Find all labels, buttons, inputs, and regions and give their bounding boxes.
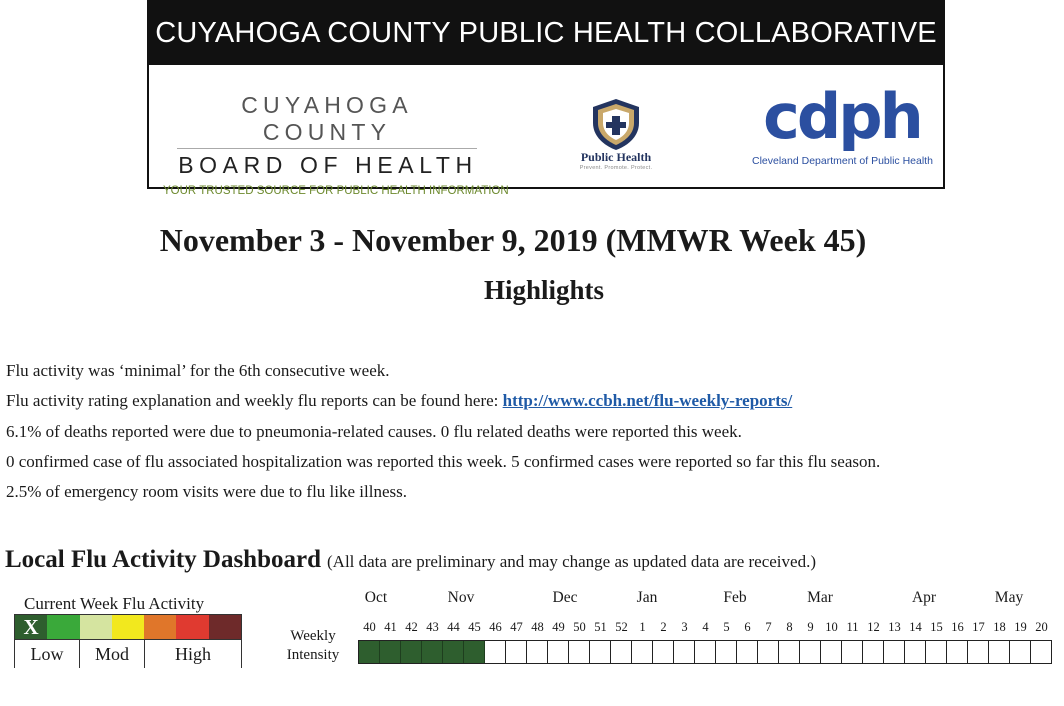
flu-reports-link[interactable]: http://www.ccbh.net/flu-weekly-reports/: [502, 391, 793, 411]
week-cell-filled: [464, 641, 485, 663]
weekly-intensity-label: [282, 627, 344, 665]
week-number: 45: [468, 620, 481, 634]
week-cell: [926, 641, 947, 663]
week-cell: [800, 641, 821, 663]
week-cell: [569, 641, 590, 663]
month-label: Dec: [552, 589, 578, 606]
week-cell: [695, 641, 716, 663]
highlights-heading: Highlights: [483, 275, 605, 305]
week-number: 44: [447, 620, 460, 634]
legend-swatch: [80, 615, 112, 639]
week-cell: [506, 641, 527, 663]
week-number: 40: [363, 620, 376, 634]
week-number: 2: [660, 620, 667, 634]
highlight-item: 6.1% of deaths reported were due to pneumonia-related causes. 0 flu related deaths were reported this week.: [6, 421, 742, 441]
week-cell: [989, 641, 1010, 663]
legend-swatch: [15, 615, 47, 639]
highlight-item: 0 confirmed case of flu associated hospitalization was reported this week. 5 confirmed cases were reported so far this flu season.: [6, 451, 881, 471]
month-labels: [0, 589, 1064, 609]
week-cell: [632, 641, 653, 663]
week-number: 18: [993, 620, 1006, 634]
week-number: 17: [972, 620, 985, 634]
week-cell: [611, 641, 632, 663]
cdph-logo: [752, 80, 933, 167]
activity-legend-labels: [14, 640, 242, 668]
week-number: 9: [807, 620, 814, 634]
legend-swatch: [47, 615, 79, 639]
week-number: 51: [594, 620, 607, 634]
weekly-intensity-label-line2: Intensity: [286, 647, 340, 663]
shield-icon: [589, 97, 643, 151]
legend-swatch: [209, 615, 241, 639]
week-number-labels: [359, 620, 1052, 635]
week-cell: [737, 641, 758, 663]
ccbh-logo-tagline: YOUR TRUSTED SOURCE FOR PUBLIC HEALTH INFORMATION: [163, 185, 509, 197]
week-number: 42: [405, 620, 418, 634]
legend-swatch: [144, 615, 176, 639]
activity-legend-bar: [14, 614, 242, 640]
highlight-item: [6, 386, 880, 416]
week-cell: [863, 641, 884, 663]
legend-mod-label: Mod: [79, 640, 144, 668]
week-cell: [1031, 641, 1051, 663]
weekly-intensity-label-line1: Weekly: [290, 628, 336, 644]
week-cell: [968, 641, 989, 663]
week-number: 14: [909, 620, 922, 634]
week-cell: [716, 641, 737, 663]
week-cell-filled: [380, 641, 401, 663]
public-health-logo-name: Public Health: [580, 150, 652, 164]
week-number: 4: [702, 620, 709, 634]
ccbh-logo-line1: CUYAHOGA COUNTY: [177, 92, 477, 149]
week-number: 3: [681, 620, 688, 634]
week-number: 52: [615, 620, 628, 634]
week-number: 5: [723, 620, 730, 634]
report-date-heading: November 3 - November 9, 2019 (MMWR Week 45): [159, 222, 867, 258]
legend-high-label: High: [144, 640, 242, 668]
week-number: 16: [951, 620, 964, 634]
week-number: 46: [489, 620, 502, 634]
week-number: 41: [384, 620, 397, 634]
week-cell-filled: [422, 641, 443, 663]
ccbh-logo-line2: BOARD OF HEALTH: [178, 152, 478, 178]
month-label: May: [994, 589, 1024, 606]
legend-swatch: [112, 615, 144, 639]
week-number: 49: [552, 620, 565, 634]
month-label: Mar: [807, 589, 833, 606]
week-cell: [1010, 641, 1031, 663]
legend-low-label: Low: [14, 640, 79, 668]
highlight-item: 2.5% of emergency room visits were due to flu like illness.: [6, 482, 407, 502]
month-label: Nov: [447, 589, 475, 606]
week-number: 11: [846, 620, 859, 634]
cdph-logo-subtitle: Cleveland Department of Public Health: [752, 155, 933, 167]
week-cell: [653, 641, 674, 663]
highlight-item: Flu activity was ‘minimal’ for the 6th consecutive week.: [6, 361, 390, 380]
week-cell: [842, 641, 863, 663]
ccbh-logo: [163, 92, 509, 197]
legend-swatch: [176, 615, 208, 639]
week-number: 20: [1035, 620, 1048, 634]
week-cell-filled: [401, 641, 422, 663]
month-label: Feb: [723, 589, 747, 606]
week-cell: [527, 641, 548, 663]
week-number: 43: [426, 620, 439, 634]
banner-title: CUYAHOGA COUNTY PUBLIC HEALTH COLLABORATIVE: [149, 2, 943, 65]
week-number: 48: [531, 620, 544, 634]
week-number: 50: [573, 620, 586, 634]
week-cell-filled: [443, 641, 464, 663]
cdph-logo-word: cdph: [763, 80, 921, 153]
week-cell: [779, 641, 800, 663]
current-activity-mark: X: [23, 615, 39, 639]
activity-legend: [14, 614, 242, 668]
week-cell: [548, 641, 569, 663]
week-number: 12: [867, 620, 880, 634]
highlights-list: [6, 356, 880, 507]
week-number: 10: [825, 620, 838, 634]
weekly-intensity-grid: [358, 640, 1052, 664]
month-label: Jan: [636, 589, 658, 606]
highlight-item-text: Flu activity rating explanation and weekly flu reports can be found here:: [6, 391, 503, 411]
month-label: Oct: [364, 589, 388, 606]
week-number: 19: [1014, 620, 1027, 634]
week-number: 47: [510, 620, 523, 634]
week-cell: [590, 641, 611, 663]
month-label: Apr: [911, 589, 937, 606]
week-number: 6: [744, 620, 751, 634]
week-number: 1: [639, 620, 646, 634]
week-cell: [674, 641, 695, 663]
dashboard-heading: [5, 546, 816, 574]
week-cell: [884, 641, 905, 663]
week-cell: [485, 641, 506, 663]
dashboard-title: Local Flu Activity Dashboard: [5, 546, 321, 573]
week-cell-filled: [359, 641, 380, 663]
public-health-logo-tagline: Prevent. Promote. Protect.: [579, 165, 653, 171]
dashboard-note: (All data are preliminary and may change as updated data are received.): [327, 552, 816, 571]
week-number: 15: [930, 620, 943, 634]
week-number: 7: [765, 620, 772, 634]
week-cell: [821, 641, 842, 663]
public-health-logo: [569, 97, 663, 171]
week-cell: [758, 641, 779, 663]
banner: [147, 0, 945, 197]
week-number: 8: [786, 620, 793, 634]
week-number: 13: [888, 620, 901, 634]
week-cell: [905, 641, 926, 663]
week-cell: [947, 641, 968, 663]
current-week-label: Current Week Flu Activity: [24, 594, 205, 613]
